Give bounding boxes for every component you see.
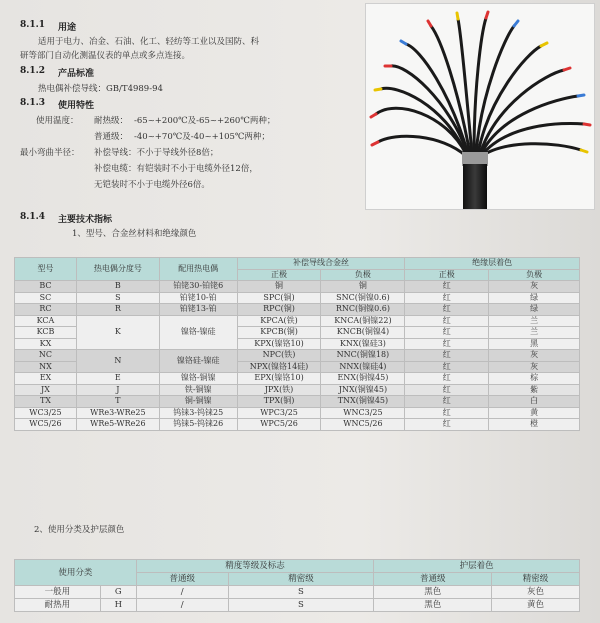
cell-grade: J <box>76 384 159 396</box>
cell-pos: RPC(铜) <box>237 304 321 316</box>
cell-neg: KNCB(铜镍4) <box>321 327 405 339</box>
cell-ipos: 红 <box>405 304 489 316</box>
section-8-1-3-number: 8.1.3 <box>20 98 46 108</box>
table-row <box>15 586 580 599</box>
cell-pos: SPC(铜) <box>237 292 321 304</box>
cell-ineg: 灰 <box>489 361 580 373</box>
cell-ineg: 紫 <box>489 384 580 396</box>
table-row <box>15 304 580 316</box>
table2-caption: 2、使用分类及护层颜色 <box>34 525 125 535</box>
header-alloy-pos: 正极 <box>237 269 321 281</box>
cell-ineg: 灰 <box>489 281 580 293</box>
cell-pos: TPX(铜) <box>237 396 321 408</box>
temp-label: 使用温度： <box>36 116 79 126</box>
cell-neg: TNX(铜镍45) <box>321 396 405 408</box>
cell-couple: 铜-铜镍 <box>159 396 237 408</box>
table-row <box>15 599 580 612</box>
cell-neg: WNC5/26 <box>321 419 405 431</box>
cell-couple: 铂铑30-铂铑6 <box>159 281 237 293</box>
cell-ineg: 黄 <box>489 407 580 419</box>
table-row <box>15 281 580 293</box>
header-precision: 精度等级及标志 <box>136 560 374 573</box>
cell-pos: EPX(镍铬10) <box>237 373 321 385</box>
header-use: 使用分类 <box>15 560 137 586</box>
cell-sheath-precise: 灰色 <box>492 586 580 599</box>
cell-couple: 铁-铜镍 <box>159 384 237 396</box>
cell-ineg: 白 <box>489 396 580 408</box>
cell-couple: 钨铼5-钨铼26 <box>159 419 237 431</box>
cell-neg: JNX(铜镍45) <box>321 384 405 396</box>
cell-ipos: 红 <box>405 384 489 396</box>
header-model: 型号 <box>15 258 77 281</box>
bend-radius-label: 最小弯曲半径： <box>20 148 80 158</box>
cell-couple: 镍铬-铜镍 <box>159 373 237 385</box>
cell-prec-precise: S <box>228 586 374 599</box>
cell-grade: E <box>76 373 159 385</box>
cell-grade: B <box>76 281 159 293</box>
heat-grade-label: 耐热级： <box>94 116 129 126</box>
cell-ipos: 红 <box>405 327 489 339</box>
cable-illustration <box>366 4 594 209</box>
cell-use: 一般用 <box>15 586 101 599</box>
cell-model: KCA <box>15 315 77 327</box>
cell-pos: NPC(铁) <box>237 350 321 362</box>
header-insul-neg: 负极 <box>489 269 580 281</box>
section-8-1-2-number: 8.1.2 <box>20 66 46 76</box>
table-row <box>15 407 580 419</box>
bend-radius-cable-armored: 补偿电缆：有铠装时不小于电缆外径12倍， <box>94 164 258 174</box>
cell-pos: KPX(镍铬10) <box>237 338 321 350</box>
cell-couple: 镍铬-镍硅 <box>159 315 237 350</box>
table-row <box>15 396 580 408</box>
cell-ipos: 红 <box>405 419 489 431</box>
cell-sheath-precise: 黄色 <box>492 599 580 612</box>
table-row <box>15 384 580 396</box>
cell-model: NX <box>15 361 77 373</box>
section-8-1-1-title: 用途 <box>58 23 77 33</box>
header-couple: 配用热电偶 <box>159 258 237 281</box>
header-sheath-precise: 精密级 <box>492 573 580 586</box>
cell-grade: S <box>76 292 159 304</box>
header-alloy-neg: 负极 <box>321 269 405 281</box>
cell-grade: K <box>76 315 159 350</box>
table-row <box>15 315 580 327</box>
cell-grade: WRe5-WRe26 <box>76 419 159 431</box>
section-8-1-2-title: 产品标准 <box>58 69 95 79</box>
cell-couple: 铂铑10-铂 <box>159 292 237 304</box>
heat-grade-value: -65~+200℃及-65~+260℃两种； <box>134 116 276 126</box>
cell-ineg: 绿 <box>489 304 580 316</box>
section-8-1-4-title: 主要技术指标 <box>58 215 113 225</box>
cell-ipos: 红 <box>405 315 489 327</box>
cell-pos: WPC5/26 <box>237 419 321 431</box>
cell-grade: T <box>76 396 159 408</box>
cell-ineg: 兰 <box>489 327 580 339</box>
cell-sheath-normal: 黑色 <box>374 586 492 599</box>
cell-use: 耐热用 <box>15 599 101 612</box>
cell-neg: SNC(铜镍0.6) <box>321 292 405 304</box>
cell-pos: JPX(铁) <box>237 384 321 396</box>
table-row <box>15 373 580 385</box>
header-prec-normal: 普通级 <box>136 573 228 586</box>
cell-ipos: 红 <box>405 281 489 293</box>
cell-model: RC <box>15 304 77 316</box>
cell-pos: WPC3/25 <box>237 407 321 419</box>
section-8-1-3-title: 使用特性 <box>58 101 95 111</box>
table-row <box>15 419 580 431</box>
header-insul-pos: 正极 <box>405 269 489 281</box>
cell-ipos: 红 <box>405 361 489 373</box>
cell-code: H <box>100 599 136 612</box>
cell-pos: KPCB(铜) <box>237 327 321 339</box>
cell-ipos: 红 <box>405 373 489 385</box>
section-8-1-1-number: 8.1.1 <box>20 20 46 30</box>
cell-ineg: 黑 <box>489 338 580 350</box>
cell-model: SC <box>15 292 77 304</box>
cell-model: EX <box>15 373 77 385</box>
usage-sheath-table <box>14 559 580 612</box>
cell-neg: 铜 <box>321 281 405 293</box>
cable-photo <box>365 3 595 210</box>
header-sheath-normal: 普通级 <box>374 573 492 586</box>
cell-pos: NPX(镍铬14硅) <box>237 361 321 373</box>
cell-prec-precise: S <box>228 599 374 612</box>
table-row <box>15 292 580 304</box>
header-grade: 热电偶分度号 <box>76 258 159 281</box>
cell-model: WC3/25 <box>15 407 77 419</box>
cell-pos: KPCA(铁) <box>237 315 321 327</box>
cell-neg: WNC3/25 <box>321 407 405 419</box>
cell-couple: 铂铑13-铂 <box>159 304 237 316</box>
cell-prec-normal: / <box>136 586 228 599</box>
cell-ineg: 灰 <box>489 350 580 362</box>
bend-radius-wire: 补偿导线：不小于导线外径8倍； <box>94 148 219 158</box>
cell-ipos: 红 <box>405 350 489 362</box>
normal-grade-label: 普通级： <box>94 132 129 142</box>
cell-neg: ENX(铜镍45) <box>321 373 405 385</box>
header-sheath: 护层着色 <box>374 560 580 573</box>
cell-grade: N <box>76 350 159 373</box>
cell-ineg: 棕 <box>489 373 580 385</box>
header-prec-precise: 精密级 <box>228 573 374 586</box>
cell-neg: RNC(铜镍0.6) <box>321 304 405 316</box>
table1-caption: 1、型号、合金丝材料和绝缘颜色 <box>72 229 197 239</box>
cell-neg: KNCA(铜镍22) <box>321 315 405 327</box>
cell-ineg: 橙 <box>489 419 580 431</box>
usage-line-2: 研等部门自动化测温仪表的单点或多点连接。 <box>20 51 191 61</box>
cell-ineg: 兰 <box>489 315 580 327</box>
cell-couple: 镍铬硅-镍硅 <box>159 350 237 373</box>
cell-model: BC <box>15 281 77 293</box>
cell-model: TX <box>15 396 77 408</box>
cell-ipos: 红 <box>405 396 489 408</box>
cell-neg: NNC(铜镍18) <box>321 350 405 362</box>
cell-prec-normal: / <box>136 599 228 612</box>
header-alloy: 补偿导线合金丝 <box>237 258 405 270</box>
section-8-1-4-number: 8.1.4 <box>20 212 46 222</box>
cell-grade: R <box>76 304 159 316</box>
cell-neg: KNX(镍硅3) <box>321 338 405 350</box>
cell-model: JX <box>15 384 77 396</box>
cell-model: NC <box>15 350 77 362</box>
header-insulation: 绝缘层着色 <box>405 258 580 270</box>
cell-neg: NNX(镍硅4) <box>321 361 405 373</box>
cell-ipos: 红 <box>405 292 489 304</box>
cell-ipos: 红 <box>405 338 489 350</box>
model-alloy-color-table <box>14 257 580 431</box>
usage-line-1: 适用于电力、冶金、石油、化工、轻纺等工业以及国防、科 <box>38 37 260 47</box>
cell-pos: 铜 <box>237 281 321 293</box>
cell-model: KCB <box>15 327 77 339</box>
cell-grade: WRe3-WRe25 <box>76 407 159 419</box>
cell-model: KX <box>15 338 77 350</box>
table2-header-row <box>15 560 580 573</box>
table-row <box>15 350 580 362</box>
cell-ineg: 绿 <box>489 292 580 304</box>
standard-line: 热电偶补偿导线：GB/T4989-94 <box>38 84 163 94</box>
cell-sheath-normal: 黑色 <box>374 599 492 612</box>
cell-ipos: 红 <box>405 407 489 419</box>
table1-header-row <box>15 258 580 270</box>
cell-couple: 钨铼3-钨铼25 <box>159 407 237 419</box>
cell-model: WC5/26 <box>15 419 77 431</box>
cell-code: G <box>100 586 136 599</box>
normal-grade-value: -40~+70℃及-40~+105℃两种； <box>134 132 270 142</box>
bend-radius-cable-unarmored: 无铠装时不小于电缆外径6倍。 <box>94 180 210 190</box>
